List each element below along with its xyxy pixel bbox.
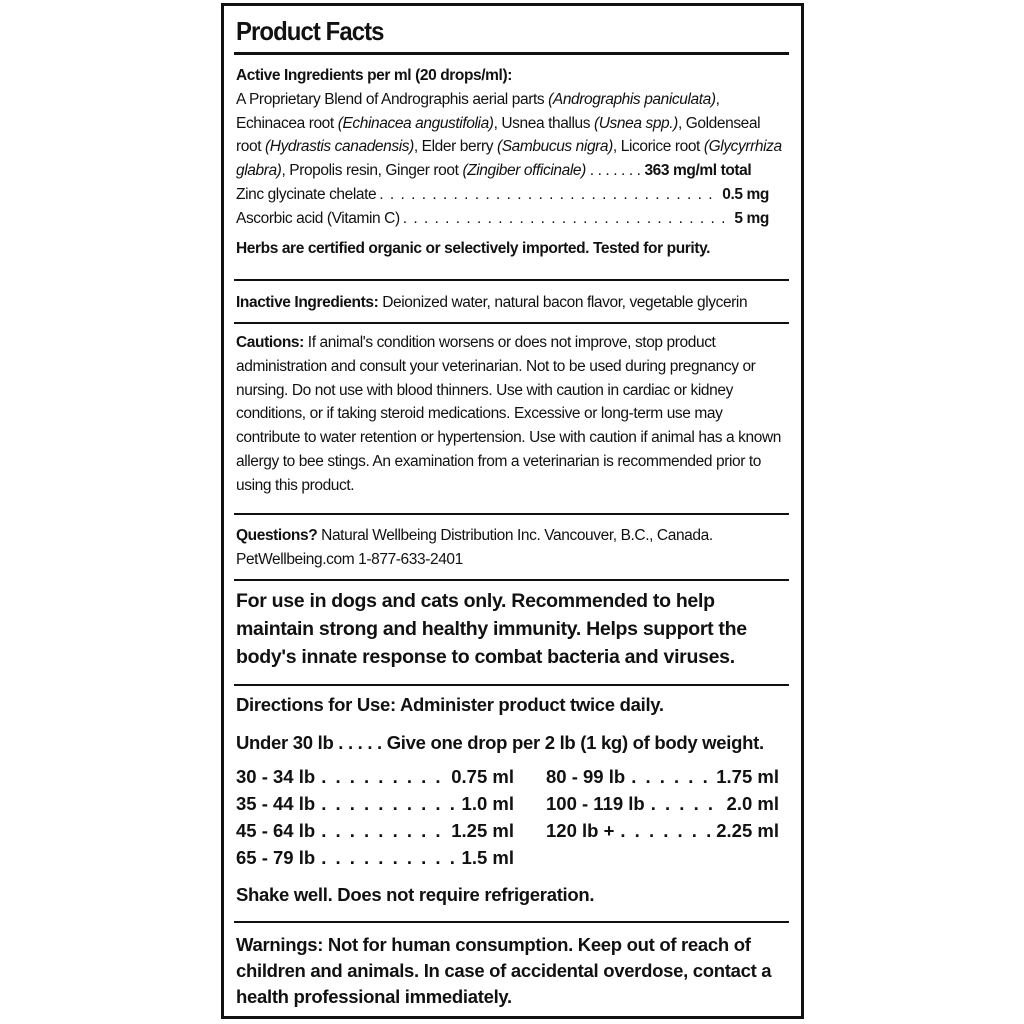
proprietary-blend bbox=[236, 88, 787, 183]
dose-row bbox=[236, 766, 514, 793]
blend-amount: 363 mg/ml total bbox=[644, 162, 752, 180]
inactive-label: Inactive Ingredients: bbox=[236, 294, 379, 311]
label-title: Product Facts bbox=[236, 16, 384, 46]
botanical-name: (Zingiber officinale) bbox=[462, 162, 586, 180]
ingredient-name: Zinc glycinate chelate bbox=[236, 185, 377, 203]
inactive-text: Deionized water, natural bacon flavor, vegetable glycerin bbox=[378, 294, 748, 311]
weight-range: Under 30 lb bbox=[236, 732, 334, 753]
purity-note: Herbs are certified organic or selectively imported. Tested for purity. bbox=[236, 239, 711, 257]
ingredient-name: Ascorbic acid (Vitamin C) bbox=[236, 209, 400, 227]
storage-note: Shake well. Does not require refrigeration. bbox=[236, 884, 595, 905]
blend-leader: . . . . . . . bbox=[585, 162, 645, 180]
dose-amount: 2.0 ml bbox=[726, 793, 779, 814]
dose-amount: 1.75 ml bbox=[716, 766, 779, 787]
warnings-label: Warnings: bbox=[236, 934, 324, 955]
usage-statement: For use in dogs and cats only. Recommended to help maintain strong and healthy immunity. Helps support the body's innate response to combat bacteria and viruses. bbox=[236, 590, 747, 668]
dose-amount: 1.0 ml bbox=[461, 793, 514, 814]
dose-amount: 1.5 ml bbox=[461, 847, 514, 868]
weight-range: 100 - 119 lb bbox=[546, 793, 645, 814]
blend-text: , Elder berry bbox=[413, 138, 497, 156]
botanical-name: (Sambucus nigra) bbox=[496, 138, 613, 156]
weight-range: 80 - 99 lb bbox=[546, 766, 626, 787]
under-30-row: Under 30 lb . . . . . Give one drop per 2 lb (1 kg) of body weight. bbox=[236, 732, 764, 753]
blend-text: , Propolis resin, Ginger root bbox=[281, 162, 463, 180]
dose-row bbox=[546, 793, 779, 820]
blend-text: , Goldenseal root bbox=[236, 114, 761, 156]
dose-amount: 2.25 ml bbox=[716, 820, 779, 841]
dose-row bbox=[546, 766, 779, 793]
dose-row bbox=[236, 847, 514, 874]
weight-range: 35 - 44 lb bbox=[236, 793, 316, 814]
questions-section bbox=[236, 524, 789, 572]
divider bbox=[234, 921, 789, 923]
weight-range: 30 - 34 lb bbox=[236, 766, 316, 787]
questions-label: Questions? bbox=[236, 527, 318, 544]
blend-text: , Echinacea root bbox=[236, 90, 720, 132]
divider bbox=[234, 513, 789, 515]
dose-amount: 0.75 ml bbox=[451, 766, 514, 787]
divider bbox=[234, 684, 789, 686]
divider bbox=[234, 579, 789, 581]
cautions-section bbox=[236, 331, 783, 498]
ingredient-amount: 0.5 mg bbox=[722, 185, 769, 203]
blend-text: , Licorice root bbox=[612, 138, 704, 156]
contact-info: PetWellbeing.com 1-877-633-2401 bbox=[236, 550, 463, 568]
warnings-section bbox=[236, 932, 775, 1010]
divider bbox=[234, 279, 789, 281]
blend-text: A Proprietary Blend of Andrographis aerial parts bbox=[236, 90, 549, 108]
ingredient-row bbox=[236, 207, 769, 231]
ingredient-amount: 5 mg bbox=[734, 209, 769, 227]
divider bbox=[234, 52, 789, 55]
inactive-ingredients-section bbox=[236, 291, 789, 315]
active-ingredients-heading: Active Ingredients per ml (20 drops/ml): bbox=[236, 67, 512, 84]
dose-instruction: Give one drop per 2 lb (1 kg) of body weight. bbox=[386, 732, 764, 753]
active-ingredients-section bbox=[236, 64, 789, 260]
company-info: Natural Wellbeing Distribution Inc. Vancouver, B.C., Canada. bbox=[317, 527, 713, 544]
product-facts-label bbox=[221, 3, 804, 1019]
botanical-name: (Usnea spp.) bbox=[594, 114, 678, 132]
dose-row bbox=[236, 793, 514, 820]
weight-range: 65 - 79 lb bbox=[236, 847, 316, 868]
botanical-name: (Echinacea angustifolia) bbox=[337, 114, 494, 132]
directions-heading: Directions for Use: Administer product twice daily. bbox=[236, 694, 664, 715]
cautions-label: Cautions: bbox=[236, 334, 304, 351]
cautions-text: If animal's condition worsens or does not improve, stop product administration and consult your veterinarian. Not to be used during pregnancy or nursing. Do not use with blood thinners. Use with caution in cardiac or kidney conditions, or if taking steroid medications. Excessive or long-term use may contribute to water retention or hypertension. Use with caution if animal has a known allergy to bee stings. An examination from a veterinarian is recommended prior to using this product. bbox=[236, 334, 781, 494]
blend-text: , Usnea thallus bbox=[493, 114, 594, 132]
botanical-name: (Glycyrrhiza glabra) bbox=[236, 138, 782, 180]
ingredient-row bbox=[236, 183, 769, 207]
dose-row bbox=[236, 820, 514, 847]
botanical-name: (Andrographis paniculata) bbox=[548, 90, 716, 108]
weight-range: 45 - 64 lb bbox=[236, 820, 316, 841]
weight-range: 120 lb + bbox=[546, 820, 615, 841]
warnings-text: Not for human consumption. Keep out of reach of children and animals. In case of accidental overdose, contact a health professional immediately. bbox=[236, 934, 772, 1007]
dose-row bbox=[546, 820, 779, 847]
botanical-name: (Hydrastis canadensis) bbox=[265, 138, 414, 156]
dose-amount: 1.25 ml bbox=[451, 820, 514, 841]
divider bbox=[234, 322, 789, 324]
